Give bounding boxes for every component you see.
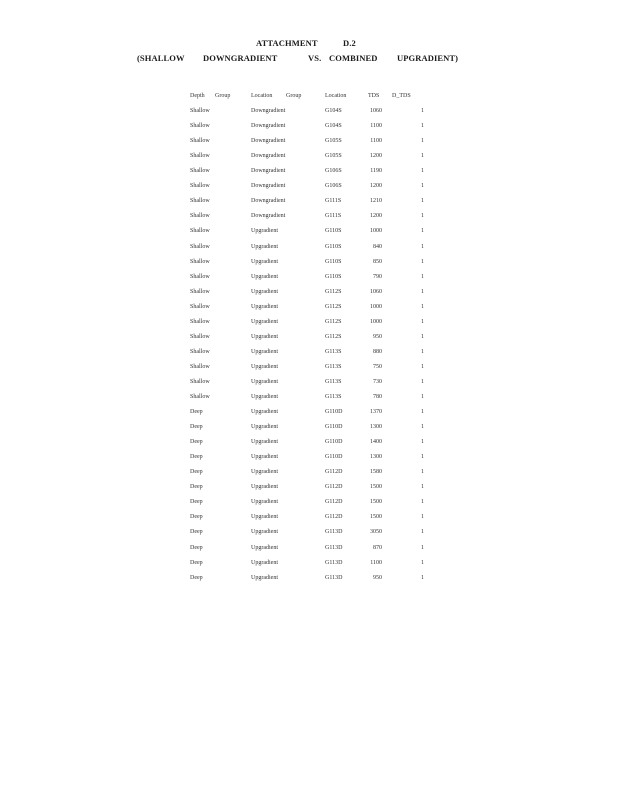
cell-depth: Deep: [190, 499, 203, 506]
cell-location-group: Downgradient: [251, 198, 286, 205]
cell-tds: 870: [373, 544, 382, 551]
table-row: [0, 575, 619, 590]
cell-location-group: Upgradient: [251, 454, 278, 461]
cell-location: G110D: [325, 409, 343, 415]
cell-location: G111S: [325, 213, 342, 220]
table-row: [0, 244, 619, 259]
cell-tds: 1500: [370, 514, 382, 521]
table-row: [0, 469, 619, 484]
cell-tds: 1060: [370, 108, 382, 114]
cell-tds: 1370: [370, 409, 382, 415]
cell-depth: Deep: [190, 484, 203, 491]
title-attachment-number: D.2: [343, 38, 356, 48]
cell-location-group: Downgradient: [251, 168, 286, 175]
table-row: [0, 409, 619, 424]
cell-d-tds: 1: [421, 138, 424, 145]
cell-location-group: Upgradient: [251, 348, 278, 355]
cell-tds: 780: [373, 393, 382, 400]
cell-depth: Shallow: [190, 123, 210, 129]
cell-location-group: Upgradient: [251, 499, 278, 506]
cell-tds: 1000: [370, 228, 382, 235]
cell-d-tds: 1: [421, 348, 424, 355]
table-row: [0, 228, 619, 243]
cell-depth: Shallow: [190, 333, 210, 340]
cell-location-group: Upgradient: [251, 544, 278, 551]
cell-location-group: Upgradient: [251, 424, 278, 431]
cell-location-group: Upgradient: [251, 288, 278, 295]
header-depth-group: Group: [215, 93, 231, 99]
subtitle-downgradient: DOWNGRADIENT: [203, 53, 278, 63]
table-row: [0, 138, 619, 153]
cell-location-group: Upgradient: [251, 363, 278, 370]
cell-d-tds: 1: [421, 409, 424, 415]
cell-location-group: Downgradient: [251, 183, 286, 190]
table-row: [0, 319, 619, 334]
table-row: [0, 394, 619, 409]
cell-d-tds: 1: [421, 544, 424, 551]
cell-tds: 1500: [370, 499, 382, 506]
table-row: [0, 213, 619, 228]
cell-depth: Shallow: [190, 303, 210, 310]
cell-d-tds: 1: [421, 469, 424, 476]
cell-d-tds: 1: [421, 168, 424, 175]
cell-d-tds: 1: [421, 153, 424, 160]
cell-location-group: Upgradient: [251, 484, 278, 491]
cell-depth: Shallow: [190, 288, 210, 295]
cell-tds: 1300: [370, 454, 382, 461]
cell-location: G112D: [325, 514, 343, 521]
cell-depth: Shallow: [190, 183, 210, 190]
cell-location-group: Upgradient: [251, 439, 278, 446]
table-row: [0, 259, 619, 274]
cell-d-tds: 1: [421, 108, 424, 114]
cell-location-group: Upgradient: [251, 378, 278, 385]
cell-depth: Shallow: [190, 153, 210, 160]
cell-location-group: Upgradient: [251, 303, 278, 310]
cell-location: G113D: [325, 574, 343, 581]
cell-tds: 3050: [370, 529, 382, 536]
cell-d-tds: 1: [421, 288, 424, 295]
cell-d-tds: 1: [421, 574, 424, 581]
cell-location: G110D: [325, 454, 343, 461]
cell-location: G106S: [325, 168, 342, 175]
table-row: [0, 108, 619, 123]
subtitle-combined: COMBINED: [329, 53, 378, 63]
table-row: [0, 274, 619, 289]
cell-tds: 950: [373, 574, 382, 581]
cell-depth: Deep: [190, 454, 203, 461]
cell-depth: Shallow: [190, 273, 210, 280]
table-row: [0, 168, 619, 183]
cell-location: G112D: [325, 484, 343, 491]
cell-tds: 1200: [370, 153, 382, 160]
cell-location: G105S: [325, 153, 342, 160]
cell-location: G104S: [325, 123, 342, 129]
cell-tds: 1210: [370, 198, 382, 205]
table-row: [0, 560, 619, 575]
cell-location-group: Downgradient: [251, 123, 286, 129]
cell-location: G112D: [325, 499, 343, 506]
cell-depth: Shallow: [190, 378, 210, 385]
cell-d-tds: 1: [421, 499, 424, 506]
cell-depth: Deep: [190, 529, 203, 536]
header-location: Location: [251, 93, 273, 99]
table-row: [0, 289, 619, 304]
cell-location-group: Upgradient: [251, 409, 278, 415]
cell-tds: 1500: [370, 484, 382, 491]
subtitle-upgradient: UPGRADIENT): [397, 53, 459, 63]
header-location-id: Location: [325, 93, 347, 99]
cell-d-tds: 1: [421, 303, 424, 310]
cell-tds: 1000: [370, 318, 382, 325]
cell-tds: 790: [373, 273, 382, 280]
table-row: [0, 514, 619, 529]
cell-d-tds: 1: [421, 454, 424, 461]
cell-tds: 1200: [370, 213, 382, 220]
cell-location: G111S: [325, 198, 342, 205]
cell-d-tds: 1: [421, 228, 424, 235]
cell-location-group: Upgradient: [251, 514, 278, 521]
cell-tds: 1200: [370, 183, 382, 190]
table-row: [0, 349, 619, 364]
cell-location-group: Upgradient: [251, 393, 278, 400]
cell-depth: Shallow: [190, 348, 210, 355]
cell-depth: Shallow: [190, 243, 210, 250]
cell-location: G110D: [325, 439, 343, 446]
subtitle-vs: VS.: [308, 53, 322, 63]
cell-depth: Shallow: [190, 393, 210, 400]
cell-d-tds: 1: [421, 213, 424, 220]
cell-tds: 1400: [370, 439, 382, 446]
header-tds: TDS: [368, 93, 380, 99]
table-row: [0, 379, 619, 394]
cell-tds: 1100: [370, 138, 382, 145]
cell-depth: Shallow: [190, 318, 210, 325]
cell-location: G104S: [325, 108, 342, 114]
cell-d-tds: 1: [421, 378, 424, 385]
cell-d-tds: 1: [421, 273, 424, 280]
cell-location-group: Downgradient: [251, 213, 286, 220]
cell-depth: Deep: [190, 559, 203, 566]
cell-d-tds: 1: [421, 363, 424, 370]
cell-location-group: Downgradient: [251, 108, 286, 114]
cell-tds: 1580: [370, 469, 382, 476]
cell-tds: 950: [373, 333, 382, 340]
cell-tds: 1100: [370, 123, 382, 129]
cell-d-tds: 1: [421, 424, 424, 431]
cell-tds: 1190: [370, 168, 382, 175]
cell-depth: Deep: [190, 544, 203, 551]
cell-location: G112S: [325, 318, 342, 325]
cell-location-group: Upgradient: [251, 243, 278, 250]
subtitle-shallow: (SHALLOW: [137, 53, 185, 63]
cell-d-tds: 1: [421, 183, 424, 190]
cell-d-tds: 1: [421, 123, 424, 129]
cell-depth: Shallow: [190, 228, 210, 235]
table-row: [0, 454, 619, 469]
cell-depth: Deep: [190, 469, 203, 476]
cell-location: G113D: [325, 544, 343, 551]
table-row: [0, 484, 619, 499]
header-location-group: Group: [286, 93, 302, 99]
table-row: [0, 153, 619, 168]
cell-d-tds: 1: [421, 439, 424, 446]
cell-tds: 730: [373, 378, 382, 385]
cell-location: G110S: [325, 258, 342, 265]
cell-location: G106S: [325, 183, 342, 190]
cell-depth: Deep: [190, 574, 203, 581]
header-depth: Depth: [190, 93, 205, 99]
table-row: [0, 439, 619, 454]
cell-d-tds: 1: [421, 484, 424, 491]
cell-d-tds: 1: [421, 393, 424, 400]
cell-location-group: Downgradient: [251, 138, 286, 145]
cell-depth: Deep: [190, 409, 203, 415]
table-row: [0, 123, 619, 138]
cell-d-tds: 1: [421, 258, 424, 265]
cell-location-group: Upgradient: [251, 469, 278, 476]
header-d-tds: D_TDS: [392, 93, 411, 99]
cell-location: G113S: [325, 348, 342, 355]
cell-location-group: Upgradient: [251, 228, 278, 235]
table-row: [0, 529, 619, 544]
cell-location: G110S: [325, 228, 342, 235]
cell-tds: 840: [373, 243, 382, 250]
cell-location-group: Upgradient: [251, 318, 278, 325]
cell-depth: Shallow: [190, 363, 210, 370]
cell-depth: Deep: [190, 424, 203, 431]
cell-location: G113D: [325, 559, 343, 566]
table-row: [0, 198, 619, 213]
cell-depth: Shallow: [190, 213, 210, 220]
cell-d-tds: 1: [421, 514, 424, 521]
cell-location: G112S: [325, 333, 342, 340]
cell-d-tds: 1: [421, 529, 424, 536]
cell-depth: Shallow: [190, 138, 210, 145]
cell-tds: 850: [373, 258, 382, 265]
table-row: [0, 364, 619, 379]
title-attachment: ATTACHMENT: [256, 38, 318, 48]
cell-depth: Deep: [190, 514, 203, 521]
cell-tds: 880: [373, 348, 382, 355]
cell-depth: Deep: [190, 439, 203, 446]
cell-location-group: Upgradient: [251, 333, 278, 340]
cell-tds: 1100: [370, 559, 382, 566]
cell-tds: 1000: [370, 303, 382, 310]
cell-location: G112S: [325, 303, 342, 310]
cell-d-tds: 1: [421, 198, 424, 205]
table-row: [0, 499, 619, 514]
cell-tds: 1060: [370, 288, 382, 295]
cell-tds: 750: [373, 363, 382, 370]
cell-depth: Shallow: [190, 108, 210, 114]
cell-location: G105S: [325, 138, 342, 145]
cell-d-tds: 1: [421, 318, 424, 325]
cell-location: G113S: [325, 378, 342, 385]
cell-location: G110S: [325, 243, 342, 250]
cell-location: G113S: [325, 363, 342, 370]
cell-location: G113S: [325, 393, 342, 400]
cell-location-group: Upgradient: [251, 574, 278, 581]
table-row: [0, 334, 619, 349]
cell-location-group: Downgradient: [251, 153, 286, 160]
cell-d-tds: 1: [421, 243, 424, 250]
cell-depth: Shallow: [190, 258, 210, 265]
table-row: [0, 424, 619, 439]
cell-location: G110S: [325, 273, 342, 280]
table-row: [0, 545, 619, 560]
cell-location-group: Upgradient: [251, 273, 278, 280]
table-row: [0, 304, 619, 319]
cell-d-tds: 1: [421, 333, 424, 340]
cell-location: G110D: [325, 424, 343, 431]
cell-location-group: Upgradient: [251, 529, 278, 536]
cell-depth: Shallow: [190, 168, 210, 175]
cell-location: G113D: [325, 529, 343, 536]
cell-depth: Shallow: [190, 198, 210, 205]
cell-tds: 1300: [370, 424, 382, 431]
cell-location: G112S: [325, 288, 342, 295]
cell-d-tds: 1: [421, 559, 424, 566]
table-row: [0, 183, 619, 198]
cell-location: G112D: [325, 469, 343, 476]
cell-location-group: Upgradient: [251, 559, 278, 566]
cell-location-group: Upgradient: [251, 258, 278, 265]
